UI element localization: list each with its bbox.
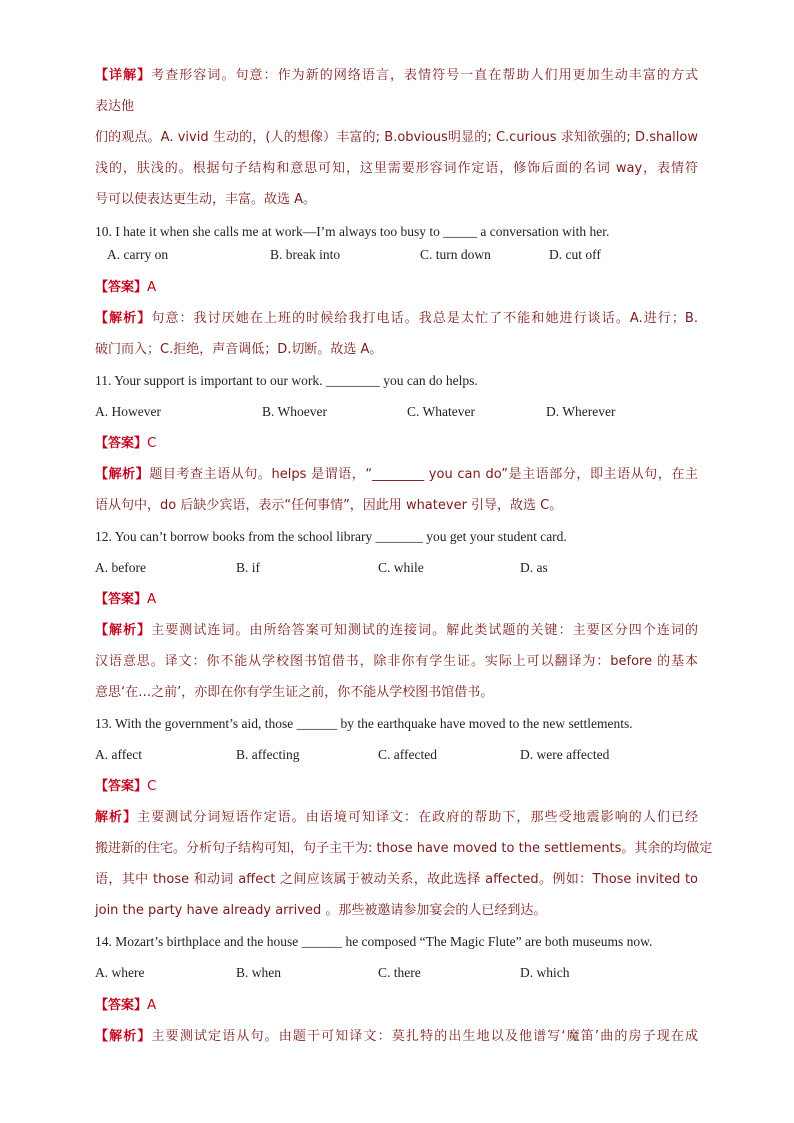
q11-explain-line-2: 语从句中，do 后缺少宾语，表示“任何事情”，因此用 whatever 引导，故选 C。	[95, 498, 563, 513]
q14-explain-line-1: 【解析】主要测试定语从句。由题干可知译文：莫扎特的出生地以及他谱写‘魔笛’曲的房子现在成	[95, 1029, 698, 1044]
q10-option-a: A. carry on	[107, 247, 169, 262]
q13-explain-line-1: 解析】主要测试分词短语作定语。由语境可知译文：在政府的帮助下，那些受地震影响的人们已经	[95, 810, 698, 825]
q13-explain-line-4: join the party have already arrived 。那些被邀请参加宴会的人已经到达。	[95, 903, 547, 918]
question-10-stem: 10. I hate it when she calls me at work—I’m always too busy to _____ a conversation with her.	[95, 224, 610, 239]
question-12-stem: 12. You can’t borrow books from the school library _______ you get your student card.	[95, 529, 567, 544]
detail-line-5: 号可以使表达更生动，丰富。故选 A。	[95, 192, 317, 207]
detail-line-4: 浅的，肤浅的。根据句子结构和意思可知，这里需要形容词作定语，修饰后面的名词 way，表情符	[95, 161, 698, 176]
q13-explain-line-2: 搬进新的住宅。分析句子结构可知，句子主干为: those have moved to the settlements。其余的均做定	[95, 841, 713, 856]
detail-line-1: 【详解】考查形容词。句意：作为新的网络语言，表情符号一直在帮助人们用更加生动丰富的方式	[95, 68, 698, 83]
q12-explain-line-3: 意思‘在…之前’，亦即在你有学生证之前，你不能从学校图书馆借书。	[95, 685, 494, 700]
detail-line-2: 表达他	[95, 99, 135, 114]
q14-answer: 【答案】A	[95, 997, 157, 1013]
q12-option-b: B. if	[236, 560, 261, 575]
q10-explain-line-1: 【解析】句意：我讨厌她在上班的时候给我打电话。我总是太忙了不能和她进行谈话。A.进行；B.	[95, 311, 698, 326]
q13-explain-line-3: 语，其中 those 和动词 affect 之间应该属于被动关系，故此选择 affected。例如：Those invited to	[95, 872, 698, 887]
q11-option-b: B. Whoever	[262, 404, 327, 419]
q14-option-a: A. where	[95, 965, 145, 980]
q11-option-c: C. Whatever	[407, 404, 475, 419]
q14-option-b: B. when	[236, 965, 281, 980]
q12-option-c: C. while	[378, 560, 424, 575]
question-13-stem: 13. With the government’s aid, those ______ by the earthquake have moved to the new settlements.	[95, 716, 633, 731]
q11-answer: 【答案】C	[95, 435, 157, 451]
q11-option-a: A. However	[95, 404, 161, 419]
q10-answer: 【答案】A	[95, 279, 157, 295]
q10-option-c: C. turn down	[420, 247, 491, 262]
q11-option-d: D. Wherever	[546, 404, 616, 419]
q10-option-b: B. break into	[270, 247, 341, 262]
q13-option-c: C. affected	[378, 747, 437, 762]
q10-explain-line-2: 破门而入；C.拒绝，声音调低；D.切断。故选 A。	[95, 342, 383, 357]
q13-option-d: D. were affected	[520, 747, 610, 762]
q12-explain-line-2: 汉语意思。译文：你不能从学校图书馆借书，除非你有学生证。实际上可以翻译为：before 的基本	[95, 654, 698, 669]
q12-explain-line-1: 【解析】主要测试连词。由所给答案可知测试的连接词。解此类试题的关键：主要区分四个连词的	[95, 623, 698, 638]
q13-option-b: B. affecting	[236, 747, 300, 762]
q13-option-a: A. affect	[95, 747, 142, 762]
q13-answer: 【答案】C	[95, 778, 157, 794]
detail-line-3: 们的观点。A. vivid 生动的，(人的想像）丰富的; B.obvious明显的; C.curious 求知欲强的; D.shallow	[95, 130, 698, 145]
q10-option-d: D. cut off	[549, 247, 601, 262]
q12-answer: 【答案】A	[95, 591, 157, 607]
question-14-stem: 14. Mozart’s birthplace and the house ______ he composed “The Magic Flute” are both museums now.	[95, 934, 653, 949]
q14-option-d: D. which	[520, 965, 570, 980]
q12-option-d: D. as	[520, 560, 548, 575]
q14-option-c: C. there	[378, 965, 421, 980]
q12-option-a: A. before	[95, 560, 146, 575]
q11-explain-line-1: 【解析】题目考查主语从句。helps 是谓语，“________ you can do”是主语部分，即主语从句，在主	[95, 467, 698, 482]
question-11-stem: 11. Your support is important to our work. ________ you can do helps.	[95, 373, 478, 388]
